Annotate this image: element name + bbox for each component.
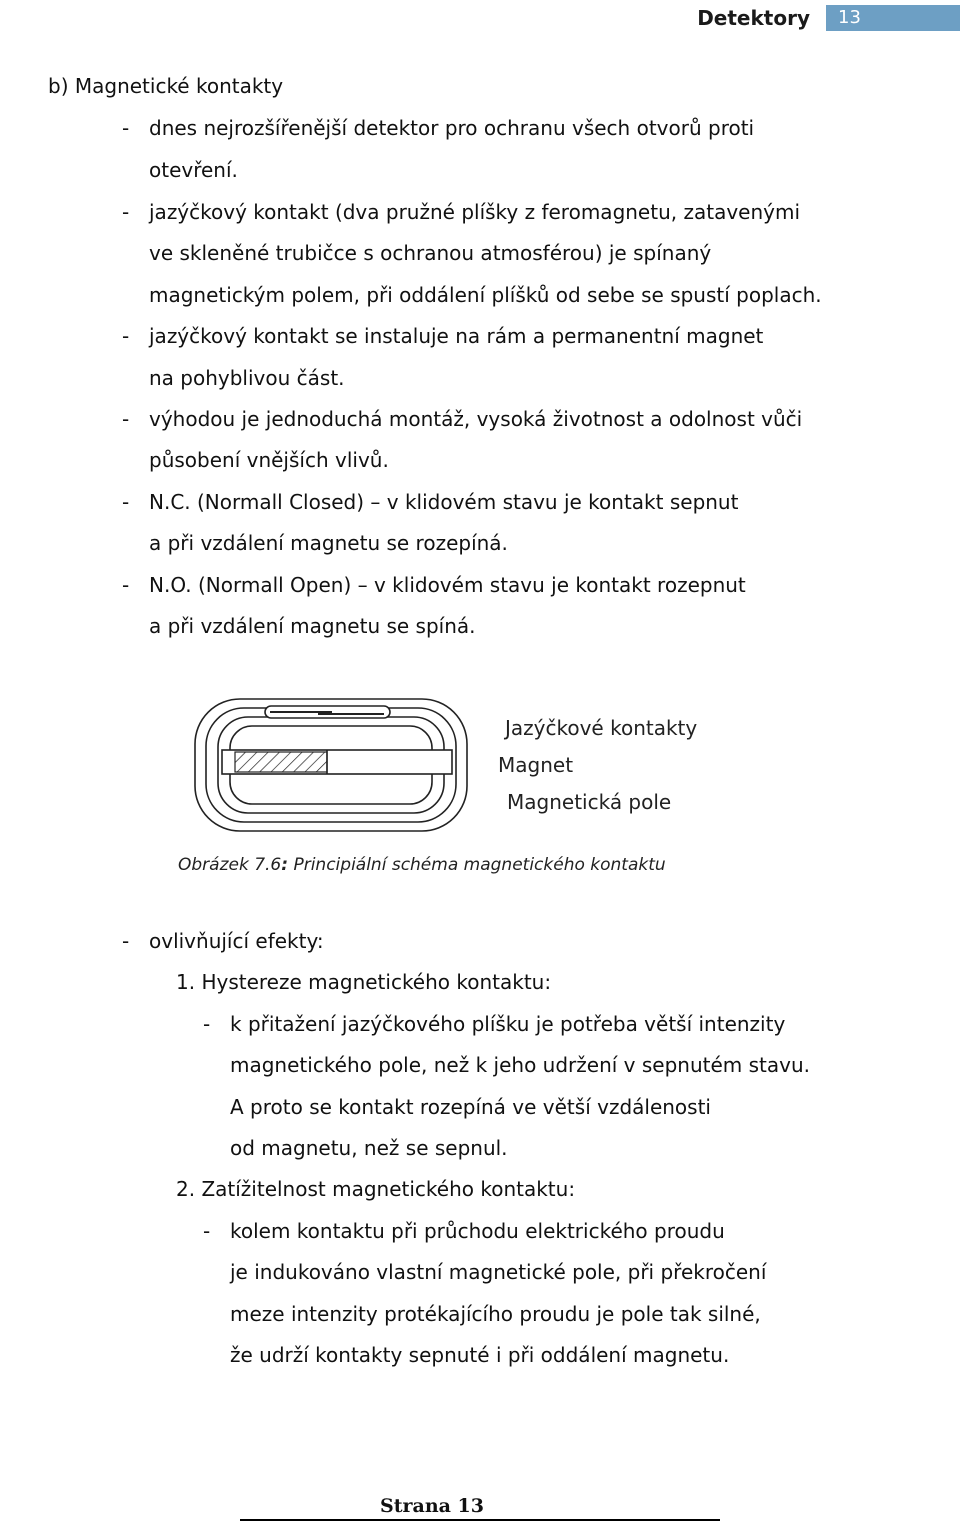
footer-divider: [240, 1519, 720, 1521]
effect-title: 2. Zatížitelnost magnetického kontaktu:: [176, 1177, 576, 1201]
figure-caption: [178, 855, 666, 875]
caption-text: Principiální schéma magnetického kontaktu: [288, 855, 666, 875]
bullet-text-cont: a při vzdálení magnetu se spíná.: [149, 614, 476, 638]
bullet-dash: -: [203, 1219, 211, 1243]
bullet-dash: -: [122, 490, 130, 514]
bullet-text: jazýčkový kontakt se instaluje na rám a permanentní magnet: [149, 324, 764, 348]
bullet-dash: -: [122, 407, 130, 431]
page-footer: Strana 13: [380, 1495, 484, 1517]
bullet-text-cont: ve skleněné trubičce s ochranou atmosférou) je spínaný: [149, 241, 712, 265]
bullet-text: jazýčkový kontakt (dva pružné plíšky z feromagnetu, zatavenými: [149, 200, 801, 224]
effect-text: magnetického pole, než k jeho udržení v sepnutém stavu.: [230, 1053, 810, 1077]
label-magnet: Magnet: [498, 753, 574, 777]
bullet-text-cont: magnetickým polem, při oddálení plíšků od sebe se spustí poplach.: [149, 283, 822, 307]
effects-heading: ovlivňující efekty:: [149, 929, 324, 953]
bullet-text-cont: na pohyblivou část.: [149, 366, 345, 390]
effect-text: A proto se kontakt rozepíná ve větší vzdálenosti: [230, 1095, 711, 1119]
effect-text: od magnetu, než se sepnul.: [230, 1136, 508, 1160]
bullet-dash: -: [122, 929, 130, 953]
caption-prefix: Obrázek 7.6: [178, 855, 282, 875]
effect-text: kolem kontaktu při průchodu elektrického proudu: [230, 1219, 725, 1243]
effect-title: 1. Hystereze magnetického kontaktu:: [176, 970, 552, 994]
magnetic-contact-diagram: [190, 694, 490, 834]
effect-text: meze intenzity protékajícího proudu je pole tak silné,: [230, 1302, 761, 1326]
effect-text: k přitažení jazýčkového plíšku je potřeba větší intenzity: [230, 1012, 786, 1036]
magnet-pole-hatched: [235, 752, 327, 772]
label-magnetic-field: Magnetická pole: [507, 790, 672, 814]
bullet-text: dnes nejrozšířenější detektor pro ochranu všech otvorů proti: [149, 116, 755, 140]
bullet-text: N.C. (Normall Closed) – v klidovém stavu je kontakt sepnut: [149, 490, 739, 514]
bullet-text-cont: a při vzdálení magnetu se rozepíná.: [149, 531, 508, 555]
bullet-dash: -: [122, 116, 130, 140]
caption-colon: :: [281, 855, 289, 875]
effect-text: je indukováno vlastní magnetické pole, při překročení: [230, 1260, 767, 1284]
bullet-dash: -: [203, 1012, 211, 1036]
page-header: [0, 0, 960, 36]
bullet-text: N.O. (Normall Open) – v klidovém stavu je kontakt rozepnut: [149, 573, 746, 597]
bullet-text-cont: působení vnějších vlivů.: [149, 448, 389, 472]
effect-text: že udrží kontakty sepnuté i při oddálení magnetu.: [230, 1343, 730, 1367]
bullet-text: výhodou je jednoduchá montáž, vysoká životnost a odolnost vůči: [149, 407, 803, 431]
label-reed-contacts: Jazýčkové kontakty: [505, 716, 698, 740]
chapter-title: Detektory: [697, 6, 810, 30]
bullet-dash: -: [122, 200, 130, 224]
bullet-text-cont: otevření.: [149, 158, 238, 182]
bullet-dash: -: [122, 324, 130, 348]
section-heading: b) Magnetické kontakty: [48, 74, 284, 98]
header-page-number: 13: [826, 5, 960, 31]
bullet-dash: -: [122, 573, 130, 597]
